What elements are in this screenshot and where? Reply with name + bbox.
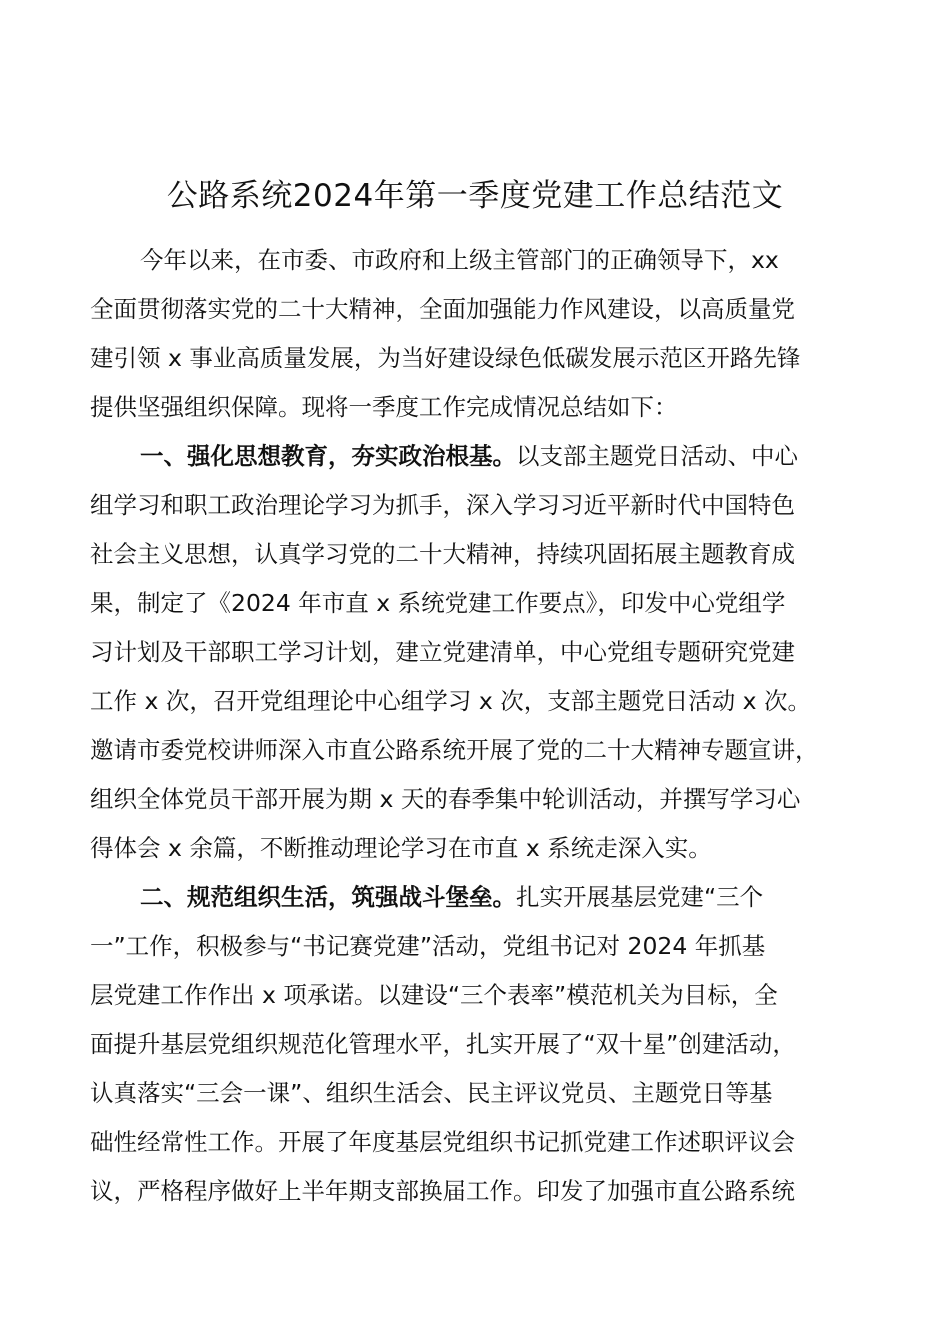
paragraph-line: [90, 1167, 880, 1216]
line-text: 工作 x 次，召开党组理论中心组学习 x 次，支部主题党日活动 x 次。: [90, 687, 812, 715]
line-text: 组学习和职工政治理论学习为抓手，深入学习习近平新时代中国特色: [90, 491, 795, 519]
paragraph-line: [90, 824, 880, 873]
line-text: 组织全体党员干部开展为期 x 天的春季集中轮训活动，并撰写学习心: [90, 785, 801, 813]
paragraph-line: [90, 628, 880, 677]
line-text: 一”工作，积极参与“书记赛党建”活动，党组书记对 2024 年抓基: [90, 932, 766, 960]
line-text: 建引领 x 事业高质量发展，为当好建设绿色低碳发展示范区开路先锋: [90, 344, 801, 372]
paragraph-line: [90, 971, 880, 1020]
line-text: 面提升基层党组织规范化管理水平，扎实开展了“双十星”创建活动，: [90, 1030, 796, 1058]
section-heading: 二、规范组织生活，筑强战斗堡垒。: [140, 883, 516, 911]
paragraph-line: [90, 1020, 880, 1069]
paragraph-line: [90, 530, 880, 579]
line-text: 认真落实“三会一课”、组织生活会、民主评议党员、主题党日等基: [90, 1079, 773, 1107]
section-heading: 一、强化思想教育，夯实政治根基。: [140, 442, 516, 470]
line-text: 扎实开展基层党建“三个: [516, 883, 764, 911]
line-text: 得体会 x 余篇，不断推动理论学习在市直 x 系统走深入实。: [90, 834, 712, 862]
line-text: 层党建工作作出 x 项承诺。以建设“三个表率”模范机关为目标，全: [90, 981, 778, 1009]
paragraph-line: [90, 334, 880, 383]
line-text: 果，制定了《2024 年市直 x 系统党建工作要点》，印发中心党组学: [90, 589, 786, 617]
line-text: 邀请市委党校讲师深入市直公路系统开展了党的二十大精神专题宣讲，: [90, 736, 819, 764]
paragraph-line: [90, 285, 880, 334]
paragraph-line: [90, 873, 880, 922]
line-text: 础性经常性工作。开展了年度基层党组织书记抓党建工作述职评议会: [90, 1128, 795, 1156]
line-text: 社会主义思想，认真学习党的二十大精神，持续巩固拓展主题教育成: [90, 540, 795, 568]
paragraph-line: [90, 383, 880, 432]
line-text: 议，严格程序做好上半年期支部换届工作。印发了加强市直公路系统: [90, 1177, 795, 1205]
paragraph-line: [90, 775, 880, 824]
line-text: 习计划及干部职工学习计划，建立党建清单，中心党组专题研究党建: [90, 638, 795, 666]
document-title: 公路系统2024年第一季度党建工作总结范文: [166, 178, 784, 214]
paragraph-line: [90, 579, 880, 628]
paragraph-line: [90, 1118, 880, 1167]
paragraph-line: [90, 1069, 880, 1118]
paragraph-line: [90, 236, 880, 285]
paragraph-line: [90, 481, 880, 530]
line-text: 以支部主题党日活动、中心: [516, 442, 798, 470]
paragraph-line: [90, 922, 880, 971]
document-body: [90, 236, 880, 1216]
line-text: 全面贯彻落实党的二十大精神，全面加强能力作风建设，以高质量党: [90, 295, 795, 323]
paragraph-line: [90, 677, 880, 726]
line-text: 今年以来，在市委、市政府和上级主管部门的正确领导下，xx: [140, 246, 779, 274]
paragraph-line: [90, 432, 880, 481]
line-text: 提供坚强组织保障。现将一季度工作完成情况总结如下：: [90, 393, 678, 421]
paragraph-line: [90, 726, 880, 775]
